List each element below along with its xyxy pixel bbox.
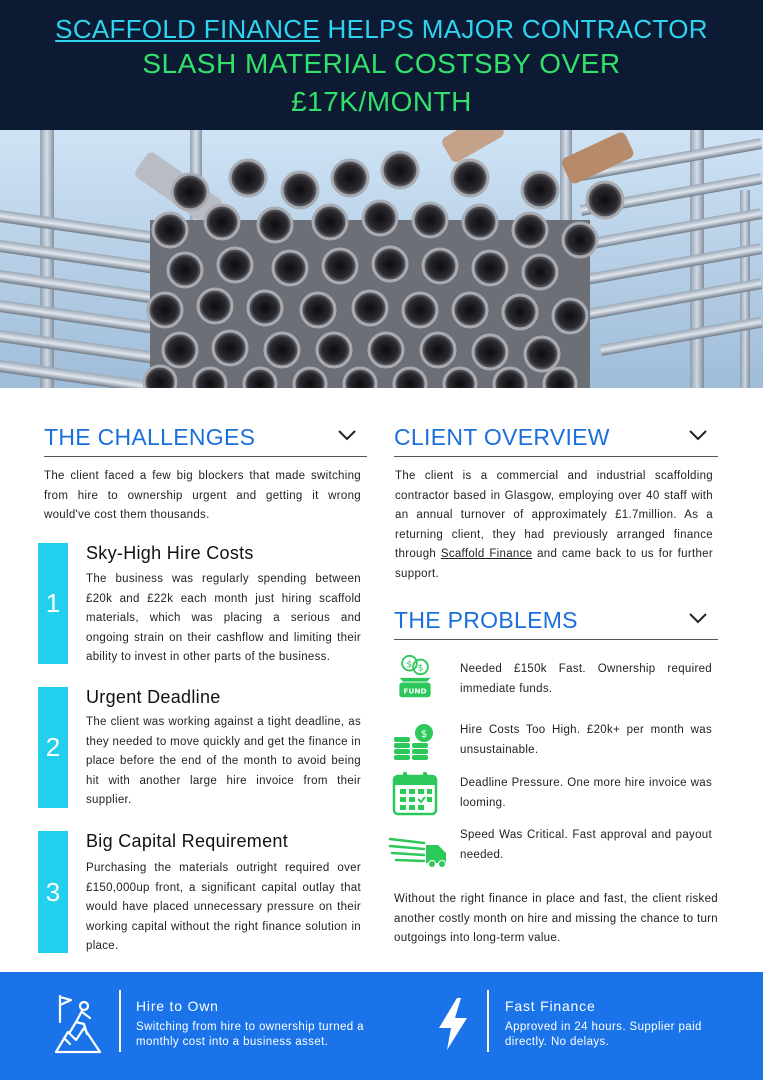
footer-divider-1 [119, 990, 121, 1052]
challenge-number-1: 1 [38, 543, 68, 664]
overview-text-part-2: and came back to us for further support. [395, 548, 713, 580]
lightning-icon [435, 996, 471, 1052]
svg-text:$: $ [420, 729, 428, 740]
challenge-text-2: The client was working against a tight deadline, as they needed to move quickly and get the finance in place before the end of the month to avoid being hit with another large hire invoice from their supplier. [86, 716, 361, 806]
problem-text-2: Hire Costs Too High. £20k+ per month was unsustainable. [460, 724, 712, 756]
footer-title-fast-finance: Fast Finance [505, 998, 596, 1014]
footer-text-fast-finance: Approved in 24 hours. Supplier paid directly. No delays. [505, 1021, 702, 1048]
challenges-heading: THE CHALLENGES [44, 424, 256, 450]
problems-section-header[interactable] [394, 605, 718, 640]
headline-line-2: SLASH MATERIAL COSTSBY OVER [142, 48, 621, 79]
money-fund-icon [392, 654, 438, 700]
headline-line-1 [0, 14, 763, 45]
overview-text [395, 467, 713, 584]
svg-text:$: $ [406, 658, 413, 670]
headline-rest: HELPS MAJOR CONTRACTOR [320, 14, 708, 44]
headline-line-3: £17K/MONTH [291, 86, 472, 117]
fund-label: FUND [403, 686, 427, 696]
problem-text-4: Speed Was Critical. Fast approval and payout needed. [460, 829, 712, 861]
challenge-title-2: Urgent Deadline [86, 687, 221, 707]
overview-text-part-1: The client is a commercial and industrial scaffolding contractor based in Glasgow, employing over 40 staff with an annual turnover of approximately £1.7million. As a returning client, they had previously arranged finance through [395, 470, 713, 560]
challenge-text-3: Purchasing the materials outright required over £150,000up front, a significant capital outlay that would have placed unnecessary pressure on their working capital without the right finance solution in place. [86, 862, 361, 952]
challenge-number-3: 3 [38, 831, 68, 953]
headline-brand: SCAFFOLD FINANCE [55, 14, 320, 44]
chevron-down-icon[interactable] [688, 428, 708, 442]
hero-scaffold-tubes-image [0, 130, 763, 388]
challenges-section-header[interactable] [44, 422, 367, 457]
calendar-icon [392, 771, 438, 817]
footer-banner [0, 972, 763, 1080]
chevron-down-icon[interactable] [337, 428, 357, 442]
overview-section-header[interactable] [394, 422, 718, 457]
problem-text-1: Needed £150k Fast. Ownership required immediate funds. [460, 663, 712, 695]
overview-heading: CLIENT OVERVIEW [394, 424, 610, 450]
svg-text:$: $ [417, 662, 424, 674]
problems-conclusion: Without the right finance in place and fast, the client risked another costly month on hire and missing the chance to turn outgoings into long-term value. [394, 893, 718, 944]
challenge-text-1: The business was regularly spending between £20k and £22k each month just hiring scaffold materials, which was placing a serious and ongoing strain on their cashflow and limiting their ability to invest in other parts of the business. [86, 573, 361, 663]
challenge-number-2: 2 [38, 687, 68, 808]
scaffold-finance-link[interactable]: Scaffold Finance [440, 548, 533, 560]
coin-stacks-icon [392, 720, 438, 766]
problem-text-3: Deadline Pressure. One more hire invoice was looming. [460, 777, 712, 809]
chevron-down-icon[interactable] [688, 611, 708, 625]
footer-title-hire-to-own: Hire to Own [136, 998, 219, 1014]
footer-text-hire-to-own: Switching from hire to ownership turned a monthly cost into a business asset. [136, 1021, 364, 1048]
header-banner [0, 0, 763, 130]
fast-truck-icon [388, 828, 450, 874]
challenge-title-1: Sky-High Hire Costs [86, 543, 254, 563]
mountain-climber-icon [54, 992, 102, 1054]
challenge-title-3: Big Capital Requirement [86, 831, 288, 851]
problems-heading: THE PROBLEMS [394, 607, 578, 633]
footer-divider-2 [487, 990, 489, 1052]
challenges-intro: The client faced a few big blockers that made switching from hire to ownership urgent and getting it wrong would've cost them thousands. [44, 470, 361, 521]
